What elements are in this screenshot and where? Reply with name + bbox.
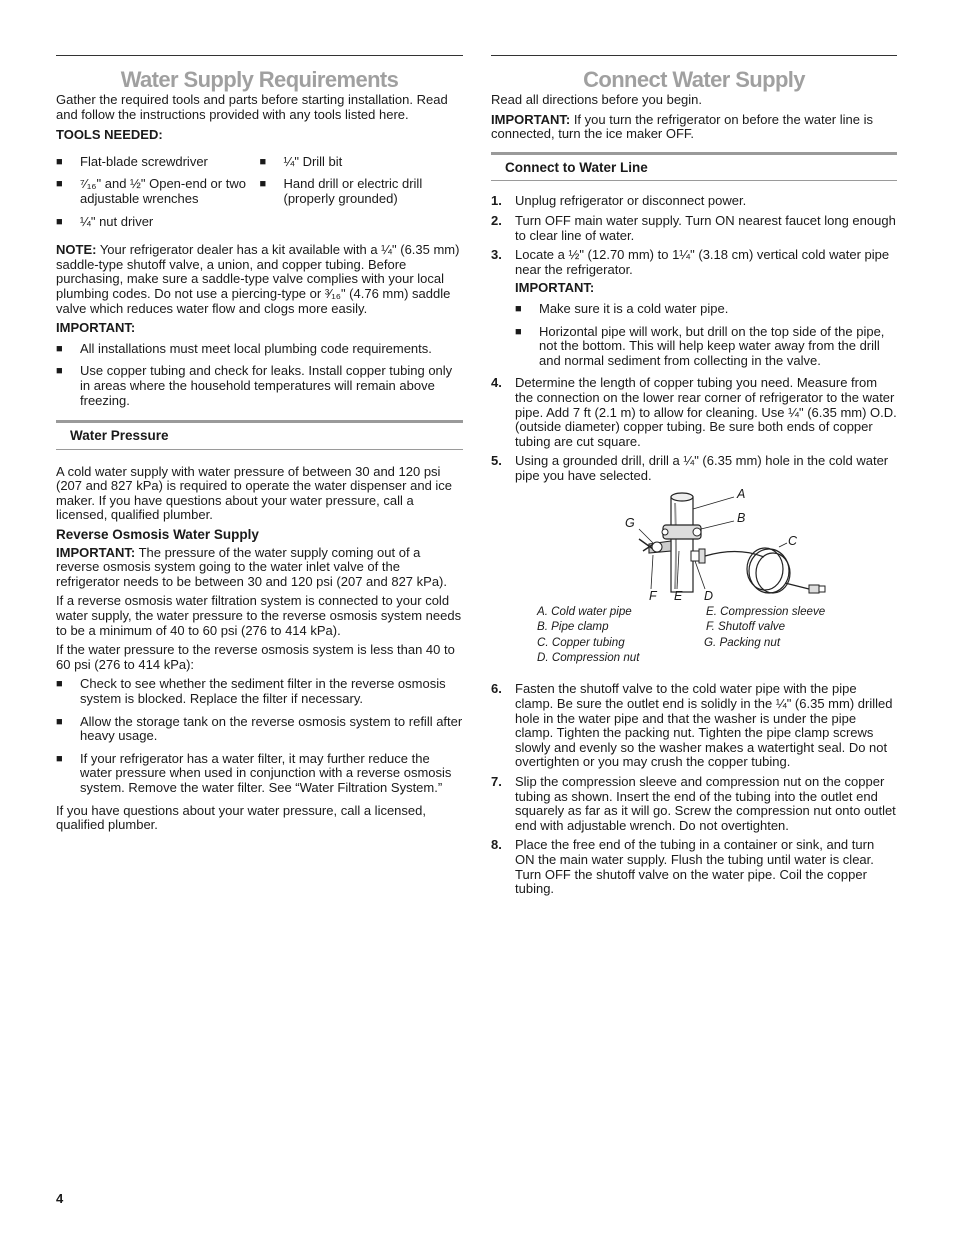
step-item <box>491 248 897 368</box>
ro-important-paragraph <box>56 546 463 590</box>
ro-paragraph-2: If a reverse osmosis water filtration system is connected to your cold water supply, the water pressure to the reverse osmosis system needs to be a minimum of 40 to 60 psi (276 to 414 kPa). <box>56 593 462 638</box>
ro-list <box>56 677 463 795</box>
step-item <box>491 214 897 243</box>
ro-important-text: The pressure of the water supply coming out of a reverse osmosis system going to the water inlet valve of the refrigerator needs to be between 30 and 120 psi (207 and 827 kPa). <box>56 544 447 589</box>
right-important-text: If you turn the refrigerator on before the water line is connected, turn the ice maker OFF. <box>491 111 873 142</box>
step-item <box>491 775 897 833</box>
caption-b: B. Pipe clamp <box>537 620 609 634</box>
page-number: 4 <box>56 1191 64 1206</box>
caption-a: A. Cold water pipe <box>537 605 632 619</box>
water-pressure-text: A cold water supply with water pressure of between 30 and 120 psi (207 and 827 kPa) is required to operate the water dispenser and ice maker. If you have questions about your water pressure, call a licensed, qualified plumber. <box>56 463 453 523</box>
label-d: D <box>704 589 714 604</box>
step-number: 6. <box>491 681 502 697</box>
tool-item: ■ ¼" nut driver <box>56 215 260 230</box>
left-column <box>56 55 463 838</box>
top-rule <box>491 55 897 56</box>
caption-c: C. Copper tubing <box>537 636 625 650</box>
connect-water-supply-title: Connect Water Supply <box>583 67 805 92</box>
tools-list <box>56 155 463 237</box>
important-heading: IMPORTANT: <box>56 320 136 336</box>
connect-water-line-heading: Connect to Water Line <box>491 152 897 182</box>
important-item: ■ Use copper tubing and check for leaks. Install copper tubing only in areas where the household temperatures will remain above freezing. <box>56 364 463 408</box>
ro-important-label: IMPORTANT: <box>56 544 136 560</box>
ro-item: ■ Check to see whether the sediment filter in the reverse osmosis system is blocked. Replace the filter if necessary. <box>56 677 463 706</box>
ro-item: ■ Allow the storage tank on the reverse osmosis system to refill after heavy usage. <box>56 715 463 744</box>
step-text: Slip the compression sleeve and compression nut on the copper tubing as shown. Insert the end of the tubing into the outlet end squarely as far as it will go. Screw the compression nut onto outlet end with adjustable wrench. Do not overtighten. <box>515 774 896 833</box>
step3-important-item: ■ Make sure it is a cold water pipe. <box>515 302 897 317</box>
caption-g: G. Packing nut <box>704 636 781 650</box>
step-item <box>491 454 897 672</box>
step-number: 2. <box>491 212 502 228</box>
label-b: B <box>737 511 746 526</box>
note-label: NOTE: <box>56 242 97 258</box>
shutoff-valve-figure <box>515 489 897 672</box>
step-item <box>491 194 897 209</box>
step-item <box>491 682 897 770</box>
step3-important-item: ■ Horizontal pipe will work, but drill on the top side of the pipe, not the bottom. This will help keep water away from the drill and normal sediment from collecting in the valve. <box>515 325 897 369</box>
right-column <box>491 55 897 902</box>
water-pressure-heading: Water Pressure <box>56 420 463 450</box>
ro-item: ■ If your refrigerator has a water filter, it may further reduce the water pressure when used in conjunction with a reverse osmosis system. Remove the water filter. See “Water Filtration System.” <box>56 752 463 796</box>
caption-e: E. Compression sleeve <box>706 605 826 619</box>
label-f: F <box>649 589 657 604</box>
tool-item: ■ ¼" Drill bit <box>260 155 464 170</box>
step-text: Determine the length of copper tubing you need. Measure from the connection on the lower rear corner of refrigerator to the water pipe. Add 7 ft (2.1 m) to allow for cleaning. Use ¼" (6.35 mm) O.D. (outside diameter) copper tubing. Be sure both ends of copper tubing are cut square. <box>515 375 897 449</box>
right-important-label: IMPORTANT: <box>491 111 571 127</box>
step-item <box>491 838 897 896</box>
caption-d: D. Compression nut <box>537 651 640 665</box>
step-text: Fasten the shutoff valve to the cold water pipe with the pipe clamp. Be sure the outlet end is solidly in the ¼" (6.35 mm) drilled hole in the water pipe and that the washer is under the pipe clamp. Tighten the packing nut. Tighten the pipe clamp screws slowly and evenly so the washer makes a watertight seal. Do not overtighten or you may crush the copper tubing. <box>515 681 893 770</box>
caption-f: F. Shutoff valve <box>706 620 786 634</box>
ro-paragraph-3: If the water pressure to the reverse osmosis system is less than 40 to 60 psi (276 to 414 kPa): <box>56 642 455 672</box>
step-number: 3. <box>491 247 502 263</box>
step-item <box>491 376 897 449</box>
step-text: Locate a ½" (12.70 mm) to 1¼" (3.18 cm) vertical cold water pipe near the refrigerator. <box>515 247 890 277</box>
tool-item: ■ ⁷⁄₁₆" and ½" Open-end or two adjustable wrenches <box>56 177 260 206</box>
step-number: 8. <box>491 837 502 853</box>
important-item: ■ All installations must meet local plumbing code requirements. <box>56 342 463 357</box>
steps-list <box>491 194 897 896</box>
step-number: 5. <box>491 453 502 469</box>
label-e: E <box>674 589 683 604</box>
water-supply-requirements-title: Water Supply Requirements <box>120 67 399 92</box>
closing-text: If you have questions about your water pressure, call a licensed, qualified plumber. <box>56 802 426 833</box>
label-a: A <box>737 487 746 502</box>
label-g: G <box>625 516 635 531</box>
intro-text: Gather the required tools and parts before starting installation. Read and follow the instructions provided with any tools listed here. <box>56 92 448 122</box>
step-text: Turn OFF main water supply. Turn ON nearest faucet long enough to clear line of water. <box>515 212 896 243</box>
step-number: 1. <box>491 193 502 209</box>
step-text: Unplug refrigerator or disconnect power. <box>515 193 747 209</box>
step-number: 4. <box>491 375 502 391</box>
step-text: Using a grounded drill, drill a ¼" (6.35 mm) hole in the cold water pipe you have selected. <box>515 453 889 483</box>
note-text: Your refrigerator dealer has a kit available with a ¼" (6.35 mm) saddle-type shutoff valve, a union, and copper tubing. Before purchasing, make sure a saddle-type valve complies with your local plumbing codes. Do not use a piercing-type or ³⁄₁₆" (4.76 mm) saddle valve which reduces water flow and clogs more easily. <box>56 242 460 316</box>
step3-important-list <box>515 302 897 368</box>
step-text: Place the free end of the tubing in a container or sink, and turn ON the main water supply. Flush the tubing until water is clear. Turn OFF the shutoff valve on the water pipe. Coil the copper tubing. <box>515 837 875 897</box>
top-rule <box>56 55 463 56</box>
right-important-paragraph <box>491 113 897 142</box>
label-c: C <box>788 534 798 549</box>
tools-heading: TOOLS NEEDED: <box>56 127 163 143</box>
tool-item: ■ Hand drill or electric drill (properly grounded) <box>260 177 464 206</box>
right-intro: Read all directions before you begin. <box>491 92 703 107</box>
reverse-osmosis-heading: Reverse Osmosis Water Supply <box>56 527 259 543</box>
step-number: 7. <box>491 774 502 790</box>
tool-item: ■ Flat-blade screwdriver <box>56 155 260 170</box>
shutoff-valve-illustration <box>599 489 859 609</box>
note-paragraph <box>56 243 463 316</box>
important-list <box>56 342 463 408</box>
step3-important-label: IMPORTANT: <box>515 280 595 296</box>
